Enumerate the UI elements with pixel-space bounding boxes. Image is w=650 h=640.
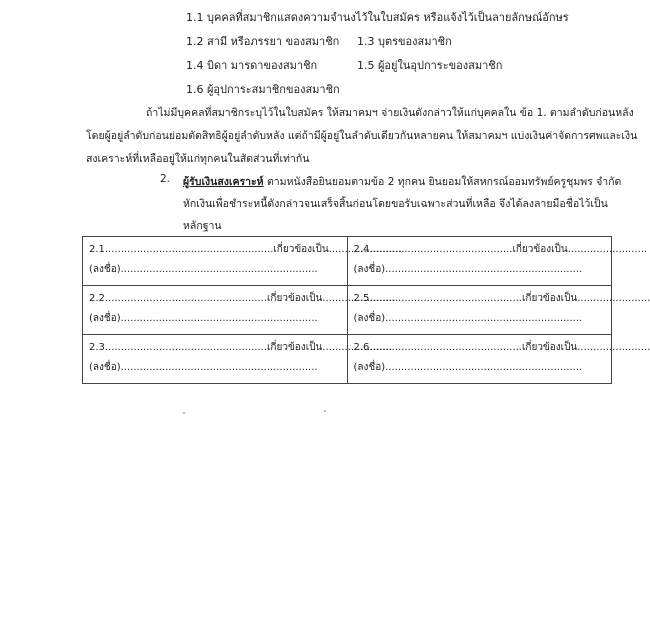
signature-relation-line: 2.6................................................เกี่ยวข้องเป็น....................... bbox=[353, 342, 650, 353]
signature-table bbox=[82, 236, 650, 384]
signature-cell-2-2[interactable] bbox=[83, 286, 396, 335]
section-2-number: 2. bbox=[160, 173, 171, 185]
section-2-line-1-text: ตามหนังสือยินยอมตามข้อ 2 ทุกคน ยินยอมให้สหกรณ์ออมทรัพย์ครูชุมพร จำกัด bbox=[263, 176, 622, 188]
section-2-heading: ผู้รับเงินสงเคราะห์ bbox=[183, 176, 264, 188]
section-2-line-2: หักเงินเพื่อชำระหนี้ดังกล่าวจนเสร็จสิ้นก่อนโดยขอรับเฉพาะส่วนที่เหลือ จึงได้ลงลายมือชื่อไว้เป็น bbox=[183, 198, 608, 210]
table-row bbox=[83, 237, 612, 286]
list-item-1-4: 1.4 บิดา มารดาของสมาชิก bbox=[186, 59, 318, 72]
signature-relation-line: 2.5................................................เกี่ยวข้องเป็น....................... bbox=[353, 293, 650, 304]
section-2-line-1 bbox=[183, 173, 621, 190]
scan-speck bbox=[183, 412, 185, 414]
paragraph-1-line-3: สงเคราะห์ที่เหลืออยู่ให้แก่ทุกคนในสัดส่วนที่เท่ากัน bbox=[86, 153, 310, 165]
signature-cell-2-5[interactable] bbox=[347, 286, 650, 335]
section-2-line-3: หลักฐาน bbox=[183, 220, 222, 232]
paragraph-1-line-1: ถ้าไม่มีบุคคลที่สมาชิกระบุไว้ในใบสมัคร ให้สมาคมฯ จ่ายเงินดังกล่าวให้แก่บุคคลใน ข้อ 1. ตามลำดับก่อนหลัง bbox=[146, 107, 634, 119]
signature-relation-line: 2.2...................................................เกี่ยวข้องเป็น....................... bbox=[89, 293, 396, 304]
paragraph-1-line-2: โดยผู้อยู่ลำดับก่อนย่อมตัดสิทธิผู้อยู่ลำดับหลัง แต่ถ้ามีผู้อยู่ในลำดับเดียวกันหลายคน ให้สมาคมฯ แบ่งเงินค่าจัดการศพและเงิน bbox=[86, 130, 638, 142]
signature-cell-2-3[interactable] bbox=[83, 335, 393, 384]
signature-sign-line: (ลงชื่อ).............................................................. bbox=[89, 313, 318, 324]
signature-cell-2-4[interactable] bbox=[347, 237, 648, 286]
signature-sign-line: (ลงชื่อ).............................................................. bbox=[89, 264, 318, 275]
signature-cell-2-1[interactable] bbox=[83, 237, 402, 286]
signature-relation-line: 2.1.....................................................เกี่ยวข้องเป็น....................... bbox=[89, 244, 402, 255]
list-item-1-3: 1.3 บุตรของสมาชิก bbox=[357, 35, 452, 48]
list-item-1-1: 1.1 บุคคลที่สมาชิกแสดงความจำนงไว้ในใบสมัคร หรือแจ้งไว้เป็นลายลักษณ์อักษร bbox=[186, 11, 569, 24]
signature-sign-line: (ลงชื่อ).............................................................. bbox=[353, 362, 583, 373]
list-item-1-2: 1.2 สามี หรือภรรยา ของสมาชิก bbox=[186, 35, 340, 48]
signature-sign-line: (ลงชื่อ).............................................................. bbox=[353, 264, 583, 275]
table-row bbox=[83, 335, 612, 384]
signature-cell-2-6[interactable] bbox=[347, 335, 650, 384]
scan-speck bbox=[324, 410, 326, 412]
signature-sign-line: (ลงชื่อ).............................................................. bbox=[353, 313, 583, 324]
signature-relation-line: 2.4.............................................เกี่ยวข้องเป็น......................... bbox=[353, 244, 648, 255]
list-item-1-6: 1.6 ผู้อุปการะสมาชิกของสมาชิก bbox=[186, 83, 340, 96]
list-item-1-5: 1.5 ผู้อยู่ในอุปการะของสมาชิก bbox=[357, 59, 503, 72]
signature-relation-line: 2.3...................................................เกี่ยวข้องเป็น...................... bbox=[89, 342, 393, 353]
signature-sign-line: (ลงชื่อ).............................................................. bbox=[89, 362, 318, 373]
table-row bbox=[83, 286, 612, 335]
